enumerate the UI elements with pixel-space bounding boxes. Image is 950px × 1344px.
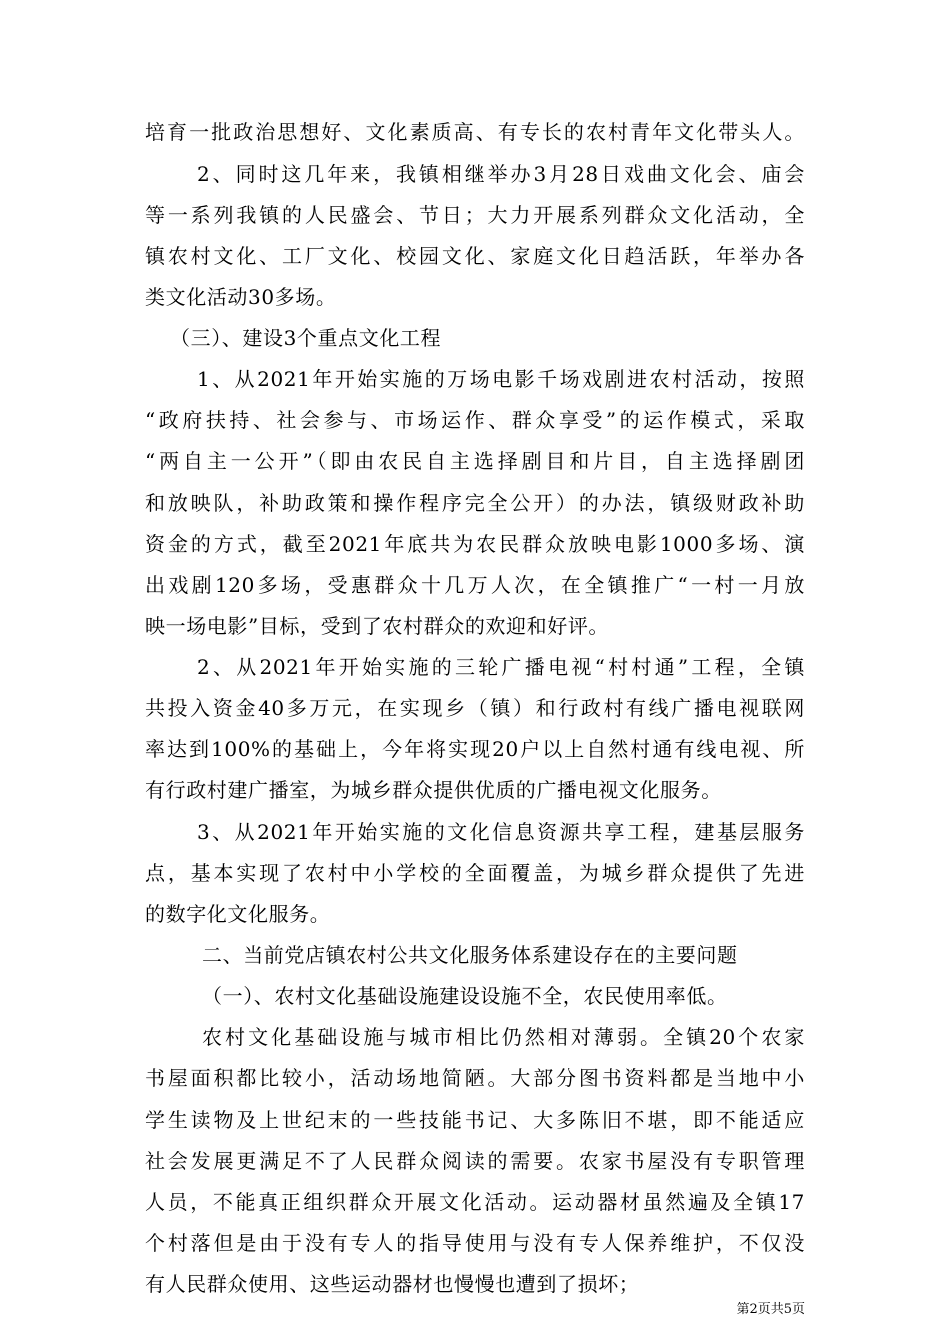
paragraph-line: 镇农村文化、工厂文化、校园文化、家庭文化日趋活跃，年举办各 bbox=[145, 244, 805, 268]
paragraph-line: 有人民群众使用、这些运动器材也慢慢也遭到了损坏； bbox=[145, 1272, 640, 1296]
paragraph-line: 资金的方式，截至2021年底共为农民群众放映电影1000多场、演 bbox=[145, 532, 805, 556]
paragraph-line: 等一系列我镇的人民盛会、节日；大力开展系列群众文化活动，全 bbox=[145, 203, 805, 227]
paragraph-line: 类文化活动30多场。 bbox=[145, 285, 337, 309]
paragraph-line: 点，基本实现了农村中小学校的全面覆盖，为城乡群众提供了先进 bbox=[145, 861, 805, 885]
paragraph-line: 2、同时这几年来，我镇相继举办3月28日戏曲文化会、庙会 bbox=[197, 162, 805, 186]
paragraph-line: 共投入资金40多万元，在实现乡（镇）和行政村有线广播电视联网 bbox=[145, 696, 805, 720]
paragraph-line: “政府扶持、社会参与、市场运作、群众享受”的运作模式，采取 bbox=[145, 408, 805, 432]
subsection-heading: （一）、农村文化基础设施建设设施不全，农民使用率低。 bbox=[202, 984, 728, 1008]
paragraph-line: 出戏剧120多场，受惠群众十几万人次，在全镇推广“一村一月放 bbox=[145, 573, 805, 597]
section-heading: 二、当前党店镇农村公共文化服务体系建设存在的主要问题 bbox=[202, 943, 738, 967]
paragraph-line: 社会发展更满足不了人民群众阅读的需要。农家书屋没有专职管理 bbox=[145, 1149, 805, 1173]
paragraph-line: 有行政村建广播室，为城乡群众提供优质的广播电视文化服务。 bbox=[145, 778, 722, 802]
paragraph-line: 映一场电影”目标，受到了农村群众的欢迎和好评。 bbox=[145, 614, 610, 638]
section-heading: （三）、建设3个重点文化工程 bbox=[170, 326, 442, 350]
paragraph-line: “两自主一公开”（即由农民自主选择剧目和片目，自主选择剧团 bbox=[145, 449, 805, 473]
paragraph-line: 农村文化基础设施与城市相比仍然相对薄弱。全镇20个农家 bbox=[202, 1025, 805, 1049]
paragraph-line: 率达到100%的基础上，今年将实现20户以上自然村通有线电视、所 bbox=[145, 737, 805, 761]
paragraph-line: 培育一批政治思想好、文化素质高、有专长的农村青年文化带头人。 bbox=[145, 120, 805, 144]
paragraph-line: 个村落但是由于没有专人的指导使用与没有专人保养维护，不仅没 bbox=[145, 1231, 805, 1255]
page-number-footer: 第2页共5页 bbox=[736, 1302, 805, 1317]
paragraph-line: 1、从2021年开始实施的万场电影千场戏剧进农村活动，按照 bbox=[197, 367, 805, 391]
paragraph-line: 3、从2021年开始实施的文化信息资源共享工程，建基层服务 bbox=[197, 820, 805, 844]
paragraph-line: 和放映队，补助政策和操作程序完全公开）的办法，镇级财政补助 bbox=[145, 491, 805, 515]
paragraph-line: 的数字化文化服务。 bbox=[145, 902, 331, 926]
paragraph-line: 学生读物及上世纪末的一些技能书记、大多陈旧不堪，即不能适应 bbox=[145, 1108, 805, 1132]
paragraph-line: 2、从2021年开始实施的三轮广播电视“村村通”工程，全镇 bbox=[197, 655, 805, 679]
paragraph-line: 人员，不能真正组织群众开展文化活动。运动器材虽然遍及全镇17 bbox=[145, 1190, 805, 1214]
paragraph-line: 书屋面积都比较小，活动场地简陋。大部分图书资料都是当地中小 bbox=[145, 1066, 805, 1090]
